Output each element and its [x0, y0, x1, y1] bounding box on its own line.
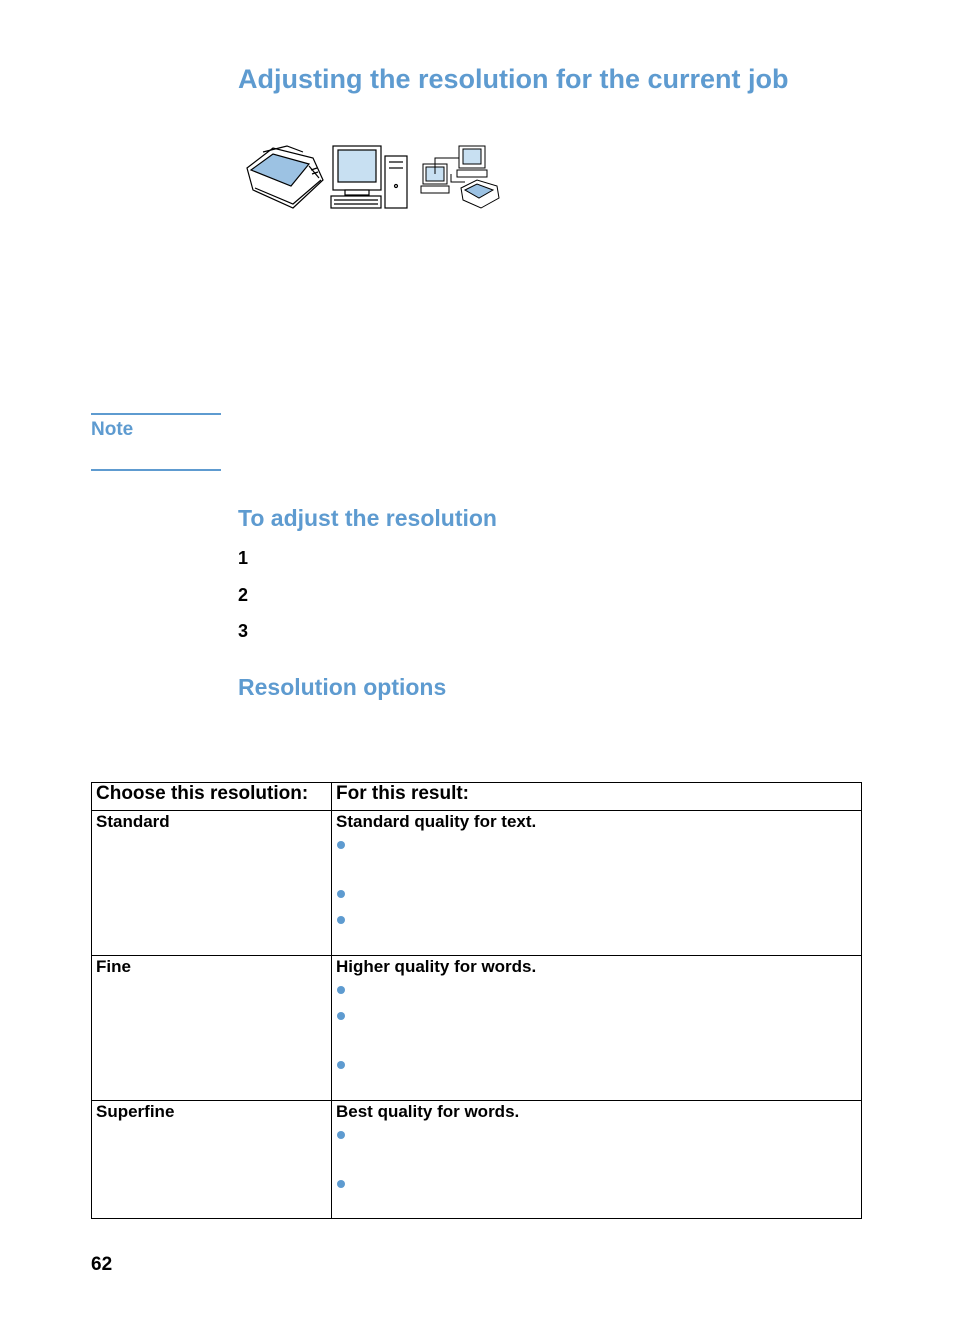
computer-icon	[331, 146, 407, 208]
table-row	[92, 956, 862, 1101]
bullet-icon	[337, 890, 345, 898]
resolution-name: Superfine	[92, 1101, 332, 1219]
table-row	[92, 1101, 862, 1219]
fax-device-icon	[247, 146, 323, 208]
note-label: Note	[91, 419, 134, 440]
step-number: 2	[238, 585, 249, 605]
resolution-result-cell	[332, 1101, 862, 1219]
resolution-result: Best quality for words.	[336, 1102, 520, 1121]
resolution-result-cell	[332, 811, 862, 956]
step-number: 3	[238, 621, 249, 641]
table-row	[92, 811, 862, 956]
bullet-icon	[337, 1061, 345, 1069]
resolution-result: Higher quality for words.	[336, 957, 537, 976]
page-number: 62	[91, 1254, 113, 1275]
bullet-icon	[337, 841, 345, 849]
resolution-name: Standard	[92, 811, 332, 956]
page-title: Adjusting the resolution for the current job	[238, 64, 789, 94]
options-heading: Resolution options	[238, 674, 447, 700]
table-header-row	[92, 783, 862, 811]
network-icon	[421, 146, 499, 208]
resolution-table	[91, 782, 862, 1219]
bullet-icon	[337, 986, 345, 994]
resolution-name: Fine	[92, 956, 332, 1101]
bullet-icon	[337, 1180, 345, 1188]
bullet-icon	[337, 916, 345, 924]
note-top-rule	[91, 413, 221, 415]
column-header: Choose this resolution:	[92, 783, 332, 811]
resolution-result: Standard quality for text.	[336, 812, 537, 831]
column-header: For this result:	[332, 783, 862, 811]
bullet-icon	[337, 1012, 345, 1020]
step-number: 1	[238, 548, 249, 568]
resolution-result-cell	[332, 956, 862, 1101]
bullet-icon	[337, 1131, 345, 1139]
note-bottom-rule	[91, 469, 221, 471]
product-icons	[243, 140, 503, 220]
procedure-heading: To adjust the resolution	[238, 505, 497, 531]
